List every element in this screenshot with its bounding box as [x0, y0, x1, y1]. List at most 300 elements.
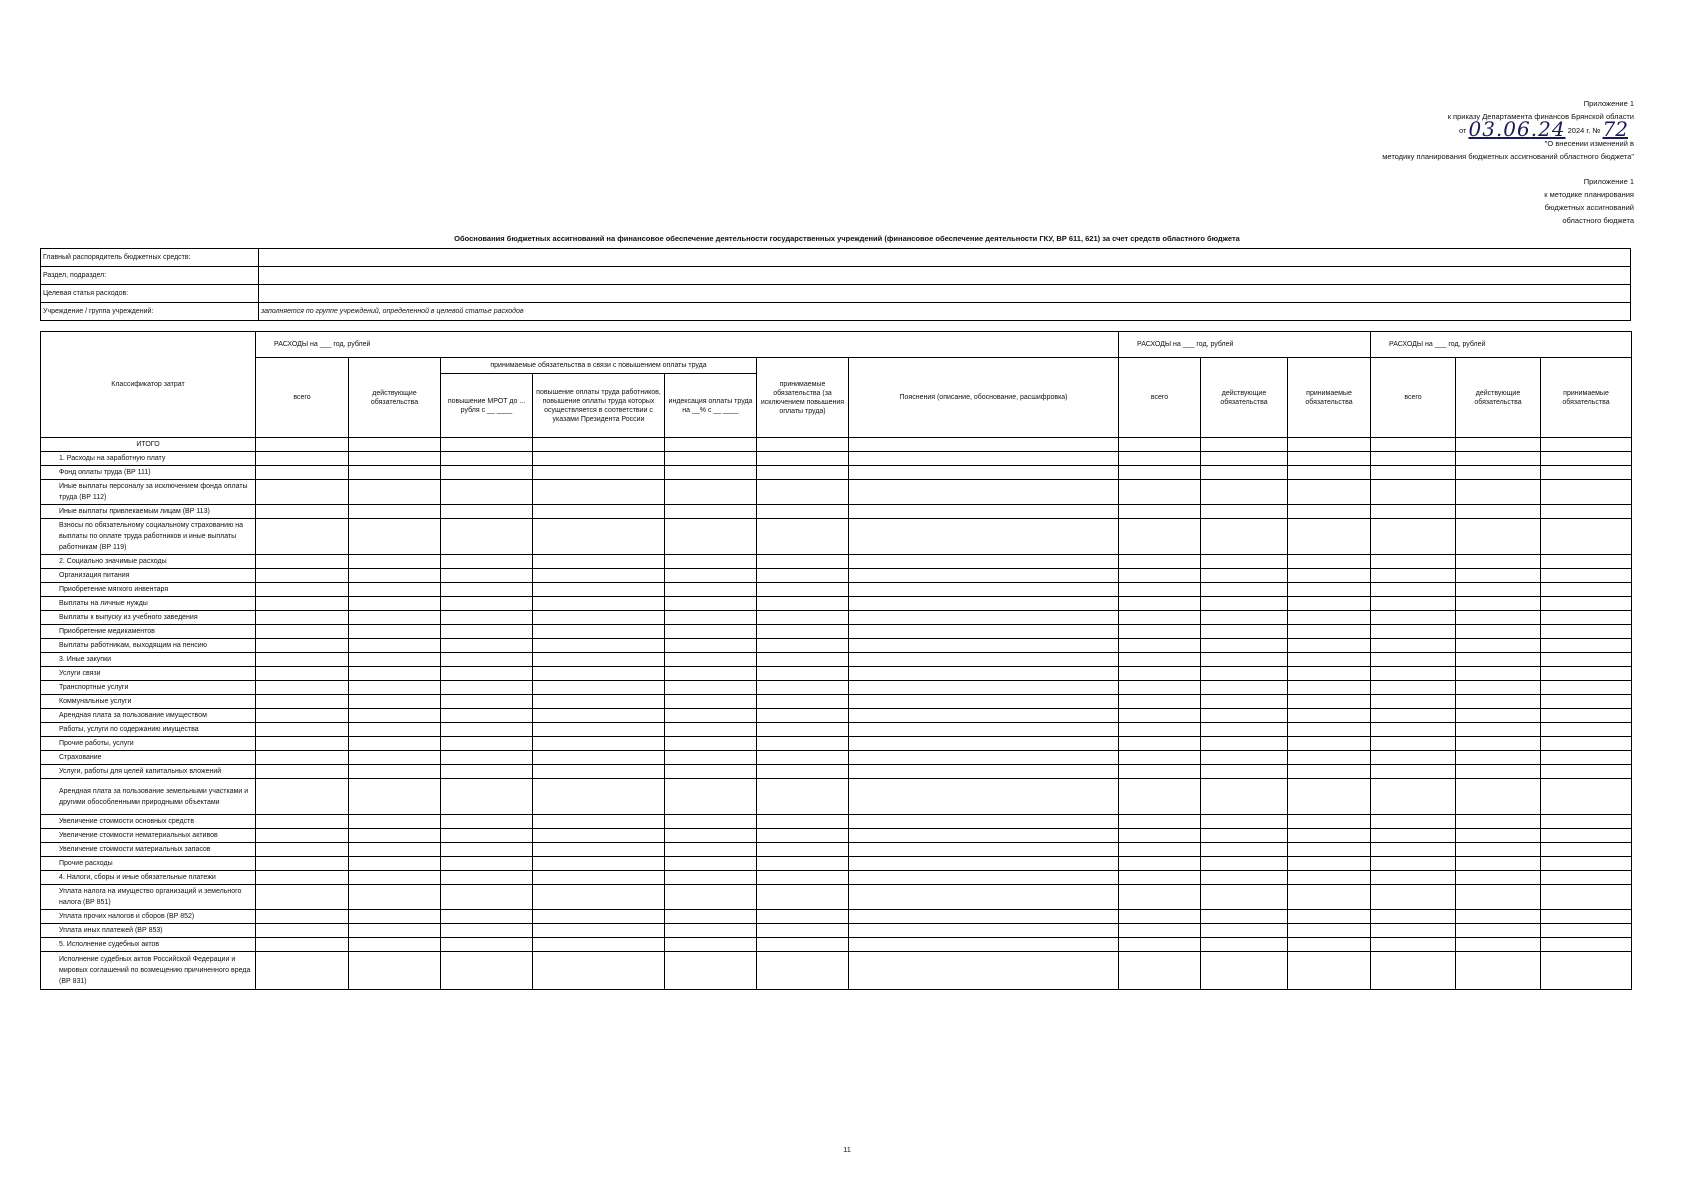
table-cell [1541, 519, 1632, 555]
table-cell [533, 480, 665, 505]
table-cell [1371, 737, 1456, 751]
table-cell [1371, 924, 1456, 938]
table-cell [1288, 466, 1371, 480]
info-row [41, 249, 1631, 267]
table-cell [533, 910, 665, 924]
table-cell [757, 505, 849, 519]
row-label: Прочие работы, услуги [41, 737, 256, 751]
table-cell [1541, 829, 1632, 843]
table-cell [1201, 583, 1288, 597]
table-cell [849, 737, 1119, 751]
info-label: Учреждение / группа учреждений: [41, 303, 259, 321]
table-cell [349, 569, 441, 583]
table-cell [757, 555, 849, 569]
table-cell [533, 952, 665, 990]
table-cell [1541, 871, 1632, 885]
table-cell [1541, 910, 1632, 924]
table-cell [1371, 583, 1456, 597]
row-label: Исполнение судебных актов Российской Федерации и мировых соглашений по возмещению причиненного вреда (ВР 831) [41, 952, 256, 990]
table-cell [256, 466, 349, 480]
table-cell [1456, 885, 1541, 910]
row-label: Взносы по обязательному социальному страхованию на выплаты по оплате труда работников и иные выплаты работникам (ВР 119) [41, 519, 256, 555]
handwritten-number: 72 [1602, 117, 1628, 141]
table-cell [441, 625, 533, 639]
table-cell [1119, 480, 1201, 505]
table-cell [441, 569, 533, 583]
table-cell [1456, 466, 1541, 480]
table-cell [1541, 466, 1632, 480]
table-cell [665, 569, 757, 583]
table-row [41, 466, 1632, 480]
table-cell [757, 519, 849, 555]
order-header [1382, 97, 1634, 163]
info-label: Целевая статья расходов: [41, 285, 259, 303]
row-label: Услуги, работы для целей капитальных вложений [41, 765, 256, 779]
table-cell [849, 857, 1119, 871]
table-cell [441, 597, 533, 611]
table-cell [1456, 639, 1541, 653]
table-cell [1201, 829, 1288, 843]
header-date-line [1382, 117, 1634, 141]
table-cell [757, 653, 849, 667]
table-cell [665, 779, 757, 815]
table-cell [256, 681, 349, 695]
table-cell [1456, 438, 1541, 452]
table-cell [1288, 737, 1371, 751]
table-cell [665, 505, 757, 519]
table-cell [757, 597, 849, 611]
table-cell [1541, 625, 1632, 639]
table-cell [849, 843, 1119, 857]
table-cell [849, 466, 1119, 480]
table-cell [757, 639, 849, 653]
row-label: Увеличение стоимости материальных запасов [41, 843, 256, 857]
table-cell [533, 938, 665, 952]
table-cell [757, 829, 849, 843]
table-cell [849, 751, 1119, 765]
table-cell [256, 583, 349, 597]
table-cell [757, 885, 849, 910]
table-cell [1119, 910, 1201, 924]
row-label: Страхование [41, 751, 256, 765]
info-value [259, 285, 1631, 303]
col-accepted-3: принимаемые обязательства [1541, 358, 1632, 438]
table-cell [1456, 815, 1541, 829]
table-cell [349, 597, 441, 611]
table-cell [533, 667, 665, 681]
table-cell [1371, 857, 1456, 871]
table-cell [1541, 885, 1632, 910]
table-cell [1288, 597, 1371, 611]
table-cell [1541, 639, 1632, 653]
table-cell [665, 583, 757, 597]
table-cell [1456, 779, 1541, 815]
table-cell [1119, 667, 1201, 681]
col-existing-2: действующие обязательства [1201, 358, 1288, 438]
table-cell [1541, 611, 1632, 625]
table-cell [533, 681, 665, 695]
row-label: Прочие расходы [41, 857, 256, 871]
table-cell [1288, 871, 1371, 885]
table-cell [1456, 625, 1541, 639]
table-cell [533, 653, 665, 667]
table-cell [256, 910, 349, 924]
table-cell [1288, 519, 1371, 555]
table-cell [441, 480, 533, 505]
table-cell [256, 480, 349, 505]
table-cell [757, 681, 849, 695]
table-cell [757, 480, 849, 505]
table-cell [1201, 466, 1288, 480]
table-cell [256, 779, 349, 815]
table-cell [349, 843, 441, 857]
table-cell [256, 555, 349, 569]
appendix-line: бюджетных ассигнований [1544, 203, 1634, 212]
table-cell [1541, 597, 1632, 611]
table-cell [849, 815, 1119, 829]
table-cell [1371, 815, 1456, 829]
table-cell [665, 952, 757, 990]
table-cell [349, 611, 441, 625]
table-cell [349, 695, 441, 709]
table-cell [349, 885, 441, 910]
table-cell [1541, 815, 1632, 829]
table-cell [1456, 857, 1541, 871]
page-number: 11 [843, 1145, 851, 1154]
table-cell [441, 583, 533, 597]
table-cell [757, 583, 849, 597]
table-cell [1541, 667, 1632, 681]
table-cell [1119, 695, 1201, 709]
table-cell [1456, 611, 1541, 625]
table-cell [1201, 765, 1288, 779]
table-cell [665, 681, 757, 695]
table-cell [1288, 924, 1371, 938]
table-cell [849, 952, 1119, 990]
table-row [41, 611, 1632, 625]
table-cell [1288, 480, 1371, 505]
table-cell [757, 952, 849, 990]
table-cell [1541, 505, 1632, 519]
table-cell [256, 952, 349, 990]
table-cell [1119, 924, 1201, 938]
table-row [41, 723, 1632, 737]
table-cell [441, 779, 533, 815]
table-cell [533, 857, 665, 871]
table-cell [441, 653, 533, 667]
table-cell [1541, 843, 1632, 857]
table-cell [441, 751, 533, 765]
header-line: к приказу Департамента финансов Брянской области [1447, 112, 1634, 121]
budget-table [40, 331, 1632, 990]
table-cell [441, 885, 533, 910]
table-cell [441, 829, 533, 843]
table-row [41, 625, 1632, 639]
col-classifier: Классификатор затрат [41, 332, 256, 438]
table-row [41, 639, 1632, 653]
table-cell [1288, 555, 1371, 569]
table-cell [1371, 843, 1456, 857]
table-row [41, 924, 1632, 938]
table-cell [849, 829, 1119, 843]
table-cell [1119, 779, 1201, 815]
table-cell [1119, 569, 1201, 583]
table-cell [533, 639, 665, 653]
table-cell [665, 625, 757, 639]
table-cell [349, 452, 441, 466]
table-cell [757, 667, 849, 681]
table-cell [441, 815, 533, 829]
table-cell [1371, 569, 1456, 583]
table-cell [533, 438, 665, 452]
table-cell [533, 583, 665, 597]
table-row [41, 695, 1632, 709]
table-cell [849, 681, 1119, 695]
table-cell [1456, 952, 1541, 990]
table-cell [665, 555, 757, 569]
table-cell [349, 639, 441, 653]
table-cell [665, 466, 757, 480]
table-cell [256, 695, 349, 709]
table-cell [1201, 505, 1288, 519]
table-cell [1119, 723, 1201, 737]
row-label: Коммунальные услуги [41, 695, 256, 709]
table-cell [256, 751, 349, 765]
table-cell [1541, 938, 1632, 952]
table-cell [1541, 857, 1632, 871]
table-cell [1541, 709, 1632, 723]
table-cell [1541, 723, 1632, 737]
table-row [41, 519, 1632, 555]
table-cell [256, 452, 349, 466]
table-cell [349, 952, 441, 990]
row-label: Увеличение стоимости основных средств [41, 815, 256, 829]
table-cell [665, 639, 757, 653]
table-cell [665, 843, 757, 857]
table-cell [1456, 519, 1541, 555]
table-cell [533, 829, 665, 843]
table-cell [849, 924, 1119, 938]
table-cell [256, 653, 349, 667]
table-row [41, 751, 1632, 765]
table-cell [1456, 583, 1541, 597]
row-label: Арендная плата за пользование имуществом [41, 709, 256, 723]
table-cell [1456, 555, 1541, 569]
row-label: Транспортные услуги [41, 681, 256, 695]
table-cell [533, 466, 665, 480]
appendix-header [1544, 175, 1634, 227]
table-cell [533, 519, 665, 555]
table-cell [1201, 555, 1288, 569]
table-cell [256, 639, 349, 653]
table-cell [1201, 625, 1288, 639]
table-cell [1541, 569, 1632, 583]
table-cell [1201, 938, 1288, 952]
table-cell [1201, 857, 1288, 871]
row-label: 1. Расходы на заработную плату [41, 452, 256, 466]
group-header-1: РАСХОДЫ на ___ год, рублей [256, 332, 1119, 358]
table-cell [533, 751, 665, 765]
table-cell [1288, 910, 1371, 924]
table-cell [757, 625, 849, 639]
table-cell [349, 555, 441, 569]
table-cell [757, 765, 849, 779]
table-row [41, 709, 1632, 723]
table-cell [665, 438, 757, 452]
table-cell [349, 681, 441, 695]
document-title: Обоснования бюджетных ассигнований на финансовое обеспечение деятельности государственных учреждений (финансовое обеспечение деятельности ГКУ, ВР 611, 621) за счет средств областного бюджета [454, 234, 1240, 243]
col-existing: действующие обязательства [349, 358, 441, 438]
row-label: Иные выплаты персоналу за исключением фонда оплаты труда (ВР 112) [41, 480, 256, 505]
table-cell [349, 466, 441, 480]
table-cell [1288, 639, 1371, 653]
table-cell [1119, 829, 1201, 843]
table-cell [1119, 952, 1201, 990]
table-cell [441, 681, 533, 695]
table-cell [1456, 737, 1541, 751]
table-cell [1119, 519, 1201, 555]
table-cell [256, 765, 349, 779]
table-cell [533, 737, 665, 751]
table-cell [349, 505, 441, 519]
table-cell [441, 737, 533, 751]
table-cell [849, 779, 1119, 815]
table-cell [1371, 723, 1456, 737]
table-cell [1201, 480, 1288, 505]
table-cell [1371, 555, 1456, 569]
info-value [259, 249, 1631, 267]
info-table [40, 248, 1631, 321]
table-cell [349, 751, 441, 765]
table-cell [757, 910, 849, 924]
table-cell [349, 653, 441, 667]
table-cell [1288, 765, 1371, 779]
table-cell [849, 480, 1119, 505]
table-cell [256, 843, 349, 857]
table-row [41, 815, 1632, 829]
table-cell [757, 723, 849, 737]
table-cell [757, 938, 849, 952]
table-cell [1288, 667, 1371, 681]
appendix-line: к методике планирования [1544, 190, 1634, 199]
row-label: Иные выплаты привлекаемым лицам (ВР 113) [41, 505, 256, 519]
table-cell [349, 938, 441, 952]
table-cell [1288, 452, 1371, 466]
table-cell [1288, 779, 1371, 815]
table-row [41, 829, 1632, 843]
table-cell [1541, 765, 1632, 779]
table-cell [1119, 857, 1201, 871]
table-cell [849, 910, 1119, 924]
table-cell [533, 597, 665, 611]
table-cell [1371, 709, 1456, 723]
table-cell [1288, 695, 1371, 709]
table-cell [665, 737, 757, 751]
col-existing-3: действующие обязательства [1456, 358, 1541, 438]
table-cell [1201, 815, 1288, 829]
table-cell [441, 871, 533, 885]
table-cell [757, 452, 849, 466]
table-cell [1456, 723, 1541, 737]
row-label: 5. Исполнение судебных актов [41, 938, 256, 952]
table-cell [1288, 709, 1371, 723]
table-cell [441, 438, 533, 452]
table-row [41, 737, 1632, 751]
table-cell [441, 639, 533, 653]
table-cell [849, 709, 1119, 723]
table-cell [1541, 480, 1632, 505]
table-cell [1371, 910, 1456, 924]
table-cell [441, 857, 533, 871]
group-header-3: РАСХОДЫ на ___ год, рублей [1371, 332, 1632, 358]
table-cell [1119, 452, 1201, 466]
table-cell [1201, 653, 1288, 667]
handwritten-date: 03.06.24 [1468, 117, 1566, 141]
table-cell [1456, 667, 1541, 681]
table-cell [349, 438, 441, 452]
table-cell [441, 952, 533, 990]
table-cell [256, 625, 349, 639]
table-cell [1119, 871, 1201, 885]
table-cell [1201, 871, 1288, 885]
table-cell [1119, 555, 1201, 569]
table-cell [1288, 843, 1371, 857]
table-cell [665, 815, 757, 829]
info-label: Главный распорядитель бюджетных средств: [41, 249, 259, 267]
table-cell [1119, 938, 1201, 952]
table-cell [349, 667, 441, 681]
table-row [41, 885, 1632, 910]
row-label: Выплаты к выпуску из учебного заведения [41, 611, 256, 625]
table-cell [849, 938, 1119, 952]
table-cell [1371, 829, 1456, 843]
table-cell [1541, 952, 1632, 990]
row-label: Фонд оплаты труда (ВР 111) [41, 466, 256, 480]
table-cell [256, 829, 349, 843]
table-row [41, 555, 1632, 569]
table-cell [1288, 505, 1371, 519]
col-accepted-2: принимаемые обязательства [1288, 358, 1371, 438]
table-cell [349, 924, 441, 938]
table-cell [1456, 597, 1541, 611]
col-total: всего [256, 358, 349, 438]
table-cell [1456, 843, 1541, 857]
table-cell [757, 779, 849, 815]
table-cell [1371, 751, 1456, 765]
row-label: Услуги связи [41, 667, 256, 681]
info-row [41, 303, 1631, 321]
table-cell [757, 871, 849, 885]
table-cell [1456, 695, 1541, 709]
table-cell [1201, 681, 1288, 695]
table-cell [1201, 709, 1288, 723]
table-cell [1456, 452, 1541, 466]
table-cell [849, 597, 1119, 611]
table-row [41, 597, 1632, 611]
table-cell [665, 910, 757, 924]
table-cell [665, 857, 757, 871]
row-label: Уплата иных платежей (ВР 853) [41, 924, 256, 938]
table-cell [1371, 597, 1456, 611]
table-cell [1288, 583, 1371, 597]
table-cell [349, 815, 441, 829]
table-cell [256, 611, 349, 625]
table-cell [1119, 505, 1201, 519]
table-cell [349, 583, 441, 597]
table-cell [1119, 765, 1201, 779]
table-cell [757, 695, 849, 709]
table-cell [1456, 765, 1541, 779]
